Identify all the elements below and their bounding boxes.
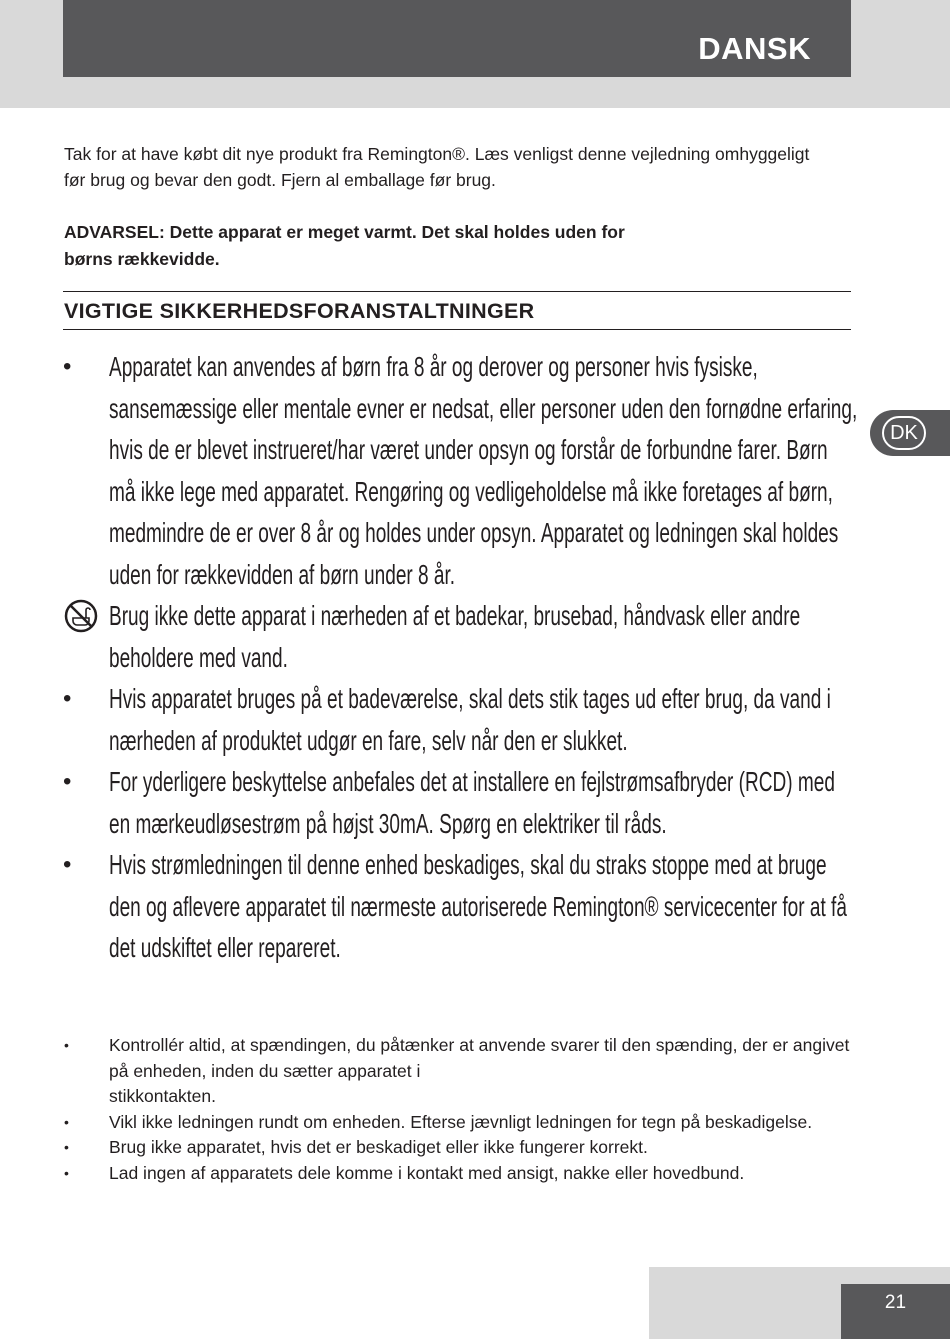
bullet: • — [64, 1139, 69, 1155]
list-item-text: Brug ikke dette apparat i nærheden af et badekar, brusebad, håndvask eller andre beholdere med vand. — [109, 600, 801, 673]
list-item — [58, 761, 858, 844]
list-item-text: Lad ingen af apparatets dele komme i kontakt med ansigt, nakke eller hovedbund. — [109, 1162, 745, 1183]
dk-badge: DK — [882, 416, 926, 450]
list-item — [58, 595, 858, 678]
bullet: • — [63, 768, 72, 795]
list-item-text: Brug ikke apparatet, hvis det er beskadiget eller ikke fungerer korrekt. — [109, 1137, 648, 1157]
bullet: • — [64, 1164, 69, 1181]
list-item — [58, 844, 858, 969]
safety-list-large — [58, 346, 858, 969]
safety-list-small — [58, 1033, 858, 1186]
list-item-text: For yderligere beskyttelse anbefales det at installere en fejlstrømsafbryder (RCD) med en mærkeudløsestrøm på højst 30mA. Spørg en elektriker til råds. — [109, 766, 835, 839]
section-heading-rule — [63, 291, 851, 330]
list-item-text: Hvis strømledningen til denne enhed beskadiges, skal du straks stoppe med at bruge den og aflevere apparatet til nærmeste autoriserede Remington® servicecenter for at få det udskiftet eller repareret. — [109, 849, 847, 963]
list-item-continuation — [58, 1084, 858, 1110]
list-item — [58, 1161, 858, 1187]
language-side-tab — [870, 410, 950, 456]
no-water-icon — [64, 599, 98, 633]
list-item — [58, 1135, 858, 1161]
list-item-text: stikkontakten. — [109, 1086, 216, 1106]
list-item — [58, 678, 858, 761]
language-header — [63, 0, 851, 77]
warning-line-1: ADVARSEL: Dette apparat er meget varmt. Det skal holdes uden for — [64, 222, 625, 242]
list-item — [58, 346, 858, 595]
bullet: • — [63, 851, 72, 878]
list-item-text: Apparatet kan anvendes af børn fra 8 år og derover og personer hvis fysiske, sansemæssige eller mentale evner er nedsat, eller personer uden den fornødne erfaring, hvis de er blevet instrueret/har været under opsyn og forstår de forbundne farer. Børn må ikke lege med apparatet. Rengøring og vedligeholdelse må ikke foretages af børn, medmindre de er over 8 år og holdes under opsyn. Apparatet og ledningen skal holdes uden for rækkevidden af børn under 8 år. — [109, 351, 858, 590]
page-number-box — [841, 1284, 950, 1339]
list-item-text: Vikl ikke ledningen rundt om enheden. Efterse jævnligt ledningen for tegn på beskadigelse. — [109, 1111, 813, 1132]
list-item — [58, 1110, 858, 1136]
bullet: • — [64, 1113, 69, 1130]
bullet: • — [64, 1037, 69, 1053]
list-item-text: Kontrollér altid, at spændingen, du påtænker at anvende svarer til den spænding, der er angivet på enheden, inden du sætter apparatet i — [109, 1035, 850, 1081]
page-number: 21 — [884, 1292, 907, 1313]
section-heading: VIGTIGE SIKKERHEDSFORANSTALTNINGER — [64, 299, 535, 323]
bullet: • — [63, 685, 72, 712]
warning-line-2: børns rækkevidde. — [64, 249, 220, 269]
intro-paragraph: Tak for at have købt dit nye produkt fra Remington®. Læs venligst denne vejledning omhyggeligt før brug og bevar den godt. Fjern al emballage før brug. — [64, 144, 810, 190]
list-item — [58, 1033, 858, 1084]
list-item-text: Hvis apparatet bruges på et badeværelse, skal dets stik tages ud efter brug, da vand i nærheden af produktet udgør en fare, selv når den er slukket. — [109, 683, 831, 756]
bullet: • — [63, 353, 72, 380]
language-title: DANSK — [698, 31, 811, 66]
warning-paragraph — [64, 219, 764, 273]
